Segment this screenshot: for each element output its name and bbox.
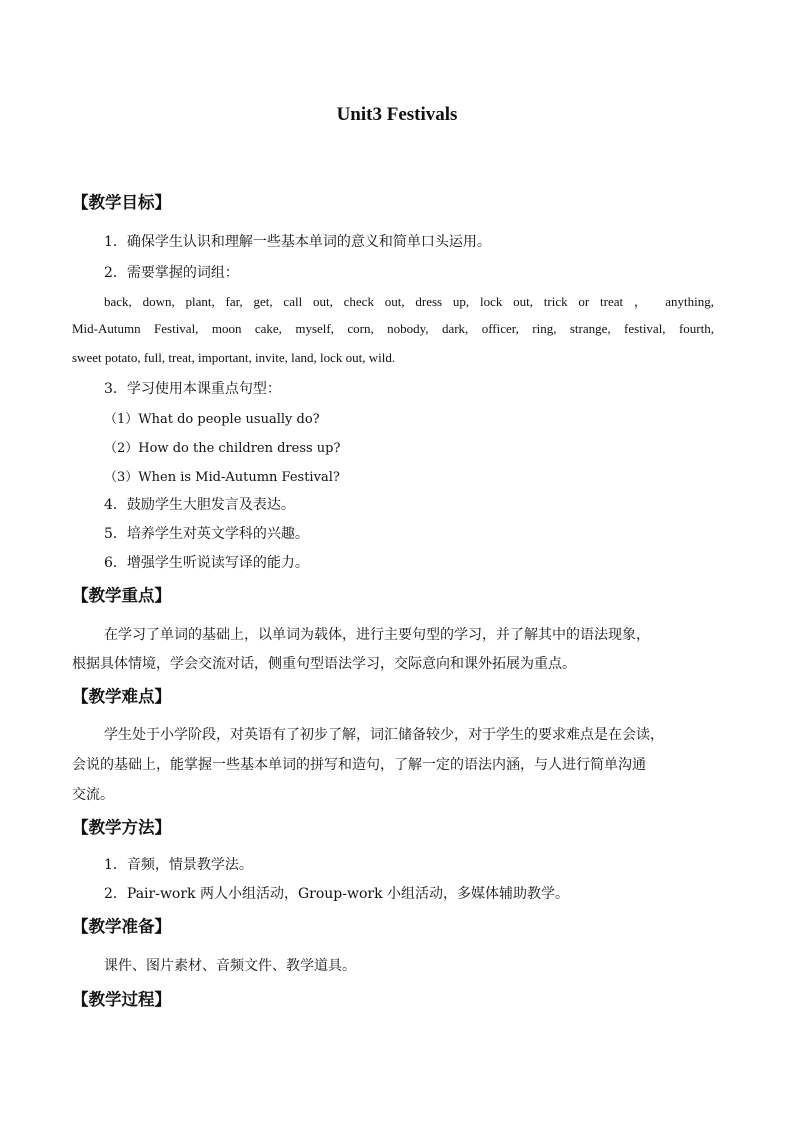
objective-item-6: 6．增强学生听说读写译的能力。 <box>104 555 309 571</box>
objective-item-4: 4．鼓励学生大胆发言及表达。 <box>104 497 295 513</box>
vocab-line-1: back, down, plant, far, get, call out, check out, dress up, lock out, trick or treat ， anything, <box>104 294 714 309</box>
vocab-line-2: Mid-Autumn Festival, moon cake, myself, corn, nobody, dark, officer, ring, strange, festival, fourth, <box>72 321 714 336</box>
difficulties-line-1: 学生处于小学阶段，对英语有了初步了解，词汇储备较少，对于学生的要求难点是在会读， <box>104 727 664 743</box>
difficulties-heading: 【教学难点】 <box>72 687 171 706</box>
objectives-heading: 【教学目标】 <box>72 193 171 212</box>
vocab-line-3: sweet potato, full, treat, important, invite, land, lock out, wild. <box>72 350 396 365</box>
objective-item-5: 5．培养学生对英文学科的兴趣。 <box>104 526 309 542</box>
key-points-line-1: 在学习了单词的基础上，以单词为载体，进行主要句型的学习，并了解其中的语法现象， <box>104 627 650 643</box>
key-points-heading: 【教学重点】 <box>72 586 171 605</box>
methods-heading: 【教学方法】 <box>72 818 171 837</box>
key-points-line-2: 根据具体情境，学会交流对话，侧重句型语法学习，交际意向和课外拓展为重点。 <box>72 656 576 672</box>
objective-item-2: 2．需要掌握的词组： <box>104 265 239 281</box>
sentence-1: （1）What do people usually do? <box>104 412 320 427</box>
document-title: Unit3 Festivals <box>336 104 458 125</box>
difficulties-line-2: 会说的基础上，能掌握一些基本单词的拼写和造句，了解一定的语法内涵，与人进行简单沟通 <box>72 757 646 773</box>
objective-item-1: 1．确保学生认识和理解一些基本单词的意义和简单口头运用。 <box>104 234 491 250</box>
sentence-2: （2）How do the children dress up? <box>104 441 341 456</box>
method-item-1: 1．音频，情景教学法。 <box>104 857 253 873</box>
objective-item-3: 3．学习使用本课重点句型： <box>104 381 281 397</box>
method-item-2: 2．Pair-work 两人小组活动，Group-work 小组活动，多媒体辅助教学。 <box>104 886 570 902</box>
sentence-3: （3）When is Mid-Autumn Festival? <box>104 470 340 485</box>
preparation-heading: 【教学准备】 <box>72 917 171 936</box>
difficulties-line-3: 交流。 <box>72 787 114 803</box>
preparation-text: 课件、图片素材、音频文件、教学道具。 <box>104 958 356 974</box>
process-heading: 【教学过程】 <box>72 990 171 1009</box>
